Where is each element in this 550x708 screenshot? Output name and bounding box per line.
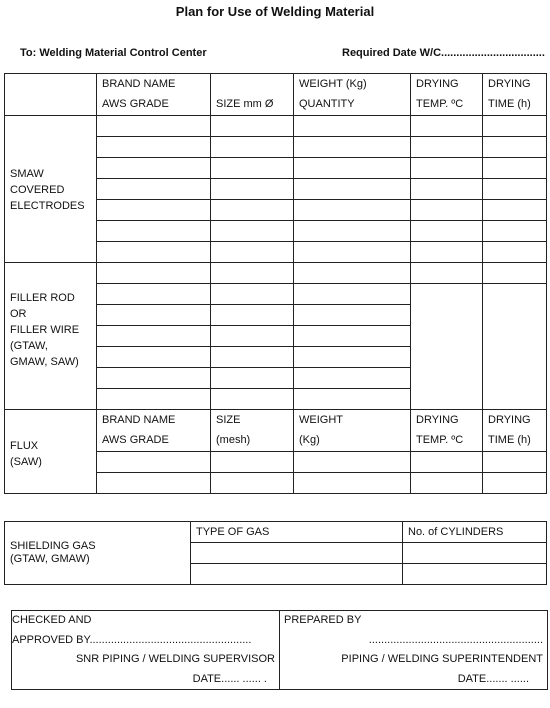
cylinders-cell[interactable] <box>403 564 547 585</box>
brand-header: BRAND NAME AWS GRADE <box>97 74 211 116</box>
welding-material-table <box>4 73 547 494</box>
weight-cell[interactable] <box>294 305 411 326</box>
brand-cell[interactable] <box>97 389 211 410</box>
temp-cell[interactable] <box>411 473 483 494</box>
table-row <box>5 116 547 137</box>
time-cell[interactable] <box>483 116 547 137</box>
size-cell[interactable] <box>211 263 294 284</box>
checked-date-field[interactable]: DATE...... ...... . <box>192 672 267 685</box>
size-cell[interactable] <box>211 473 294 494</box>
brand-cell[interactable] <box>97 452 211 473</box>
time-cell[interactable] <box>483 179 547 200</box>
shielding-gas-table <box>4 521 547 585</box>
brand-cell[interactable] <box>97 326 211 347</box>
weight-cell[interactable] <box>294 473 411 494</box>
brand-cell[interactable] <box>97 473 211 494</box>
temp-cell[interactable] <box>411 452 483 473</box>
flux-brand-header: BRAND NAME AWS GRADE <box>97 410 211 452</box>
checked-approved-block <box>12 611 280 690</box>
size-cell[interactable] <box>211 452 294 473</box>
shielding-gas-label: SHIELDING GAS (GTAW, GMAW) <box>5 522 191 585</box>
gas-type-header: TYPE OF GAS <box>191 522 403 543</box>
required-date-field[interactable]: Required Date W/C.................................. <box>342 47 545 59</box>
gas-header-row <box>5 522 547 543</box>
size-cell[interactable] <box>211 326 294 347</box>
size-cell[interactable] <box>211 284 294 305</box>
size-cell[interactable] <box>211 305 294 326</box>
temp-cell[interactable] <box>411 158 483 179</box>
flux-temp-header: DRYING TEMP. ºC <box>411 410 483 452</box>
flux-size-header: SIZE (mesh) <box>211 410 294 452</box>
brand-cell[interactable] <box>97 116 211 137</box>
size-cell[interactable] <box>211 200 294 221</box>
weight-cell[interactable] <box>294 221 411 242</box>
time-cell[interactable] <box>483 284 547 410</box>
temp-cell[interactable] <box>411 263 483 284</box>
weight-cell[interactable] <box>294 137 411 158</box>
weight-cell[interactable] <box>294 179 411 200</box>
weight-cell[interactable] <box>294 347 411 368</box>
size-cell[interactable] <box>211 347 294 368</box>
flux-header-row <box>5 410 547 452</box>
brand-cell[interactable] <box>97 263 211 284</box>
filler-section-label: FILLER ROD OR FILLER WIRE (GTAW, GMAW, SAW) <box>5 263 97 410</box>
brand-cell[interactable] <box>97 347 211 368</box>
temp-cell[interactable] <box>411 284 483 410</box>
table-row <box>5 263 547 284</box>
signature-table <box>11 610 548 690</box>
flux-weight-header: WEIGHT (Kg) <box>294 410 411 452</box>
supervisor-role: SNR PIPING / WELDING SUPERVISOR <box>75 653 275 665</box>
temp-cell[interactable] <box>411 116 483 137</box>
temp-cell[interactable] <box>411 200 483 221</box>
time-cell[interactable] <box>483 221 547 242</box>
time-cell[interactable] <box>483 200 547 221</box>
prepared-by-field[interactable]: ......................................................... <box>368 633 543 646</box>
temp-cell[interactable] <box>411 242 483 263</box>
brand-cell[interactable] <box>97 200 211 221</box>
approved-by-field[interactable]: APPROVED BY..................................................... <box>12 633 252 646</box>
brand-cell[interactable] <box>97 137 211 158</box>
prepared-block <box>280 611 548 690</box>
temp-cell[interactable] <box>411 179 483 200</box>
time-cell[interactable] <box>483 452 547 473</box>
weight-cell[interactable] <box>294 116 411 137</box>
time-cell[interactable] <box>483 263 547 284</box>
weight-cell[interactable] <box>294 284 411 305</box>
flux-time-header: DRYING TIME (h) <box>483 410 547 452</box>
size-cell[interactable] <box>211 116 294 137</box>
drying-time-header: DRYING TIME (h) <box>483 74 547 116</box>
size-header: SIZE mm Ø <box>211 74 294 116</box>
temp-cell[interactable] <box>411 137 483 158</box>
size-cell[interactable] <box>211 158 294 179</box>
size-cell[interactable] <box>211 221 294 242</box>
prepared-label: PREPARED BY <box>284 614 362 626</box>
weight-cell[interactable] <box>294 242 411 263</box>
weight-cell[interactable] <box>294 452 411 473</box>
form-title: Plan for Use of Welding Material <box>175 4 375 19</box>
superintendent-role: PIPING / WELDING SUPERINTENDENT <box>341 653 543 665</box>
weight-cell[interactable] <box>294 368 411 389</box>
weight-cell[interactable] <box>294 158 411 179</box>
weight-header: WEIGHT (Kg) QUANTITY <box>294 74 411 116</box>
cylinders-cell[interactable] <box>403 543 547 564</box>
weight-cell[interactable] <box>294 389 411 410</box>
prepared-date-field[interactable]: DATE....... ...... <box>457 672 529 685</box>
brand-cell[interactable] <box>97 179 211 200</box>
table-header-row <box>5 74 547 116</box>
flux-section-label: FLUX (SAW) <box>5 410 97 494</box>
brand-cell[interactable] <box>97 158 211 179</box>
size-cell[interactable] <box>211 389 294 410</box>
cylinders-header: No. of CYLINDERS <box>403 522 547 543</box>
brand-cell[interactable] <box>97 284 211 305</box>
time-cell[interactable] <box>483 137 547 158</box>
gas-type-cell[interactable] <box>191 543 403 564</box>
brand-cell[interactable] <box>97 305 211 326</box>
weight-cell[interactable] <box>294 200 411 221</box>
checked-label: CHECKED AND <box>12 614 92 626</box>
smaw-section-label: SMAW COVERED ELECTRODES <box>5 116 97 263</box>
weight-cell[interactable] <box>294 326 411 347</box>
brand-cell[interactable] <box>97 221 211 242</box>
brand-cell[interactable] <box>97 242 211 263</box>
time-cell[interactable] <box>483 473 547 494</box>
section-header-cell <box>5 74 97 116</box>
brand-cell[interactable] <box>97 368 211 389</box>
size-cell[interactable] <box>211 242 294 263</box>
time-cell[interactable] <box>483 158 547 179</box>
drying-temp-header: DRYING TEMP. ºC <box>411 74 483 116</box>
temp-cell[interactable] <box>411 221 483 242</box>
time-cell[interactable] <box>483 242 547 263</box>
size-cell[interactable] <box>211 137 294 158</box>
weight-cell[interactable] <box>294 263 411 284</box>
size-cell[interactable] <box>211 368 294 389</box>
recipient-label: To: Welding Material Control Center <box>20 47 207 59</box>
size-cell[interactable] <box>211 179 294 200</box>
gas-type-cell[interactable] <box>191 564 403 585</box>
